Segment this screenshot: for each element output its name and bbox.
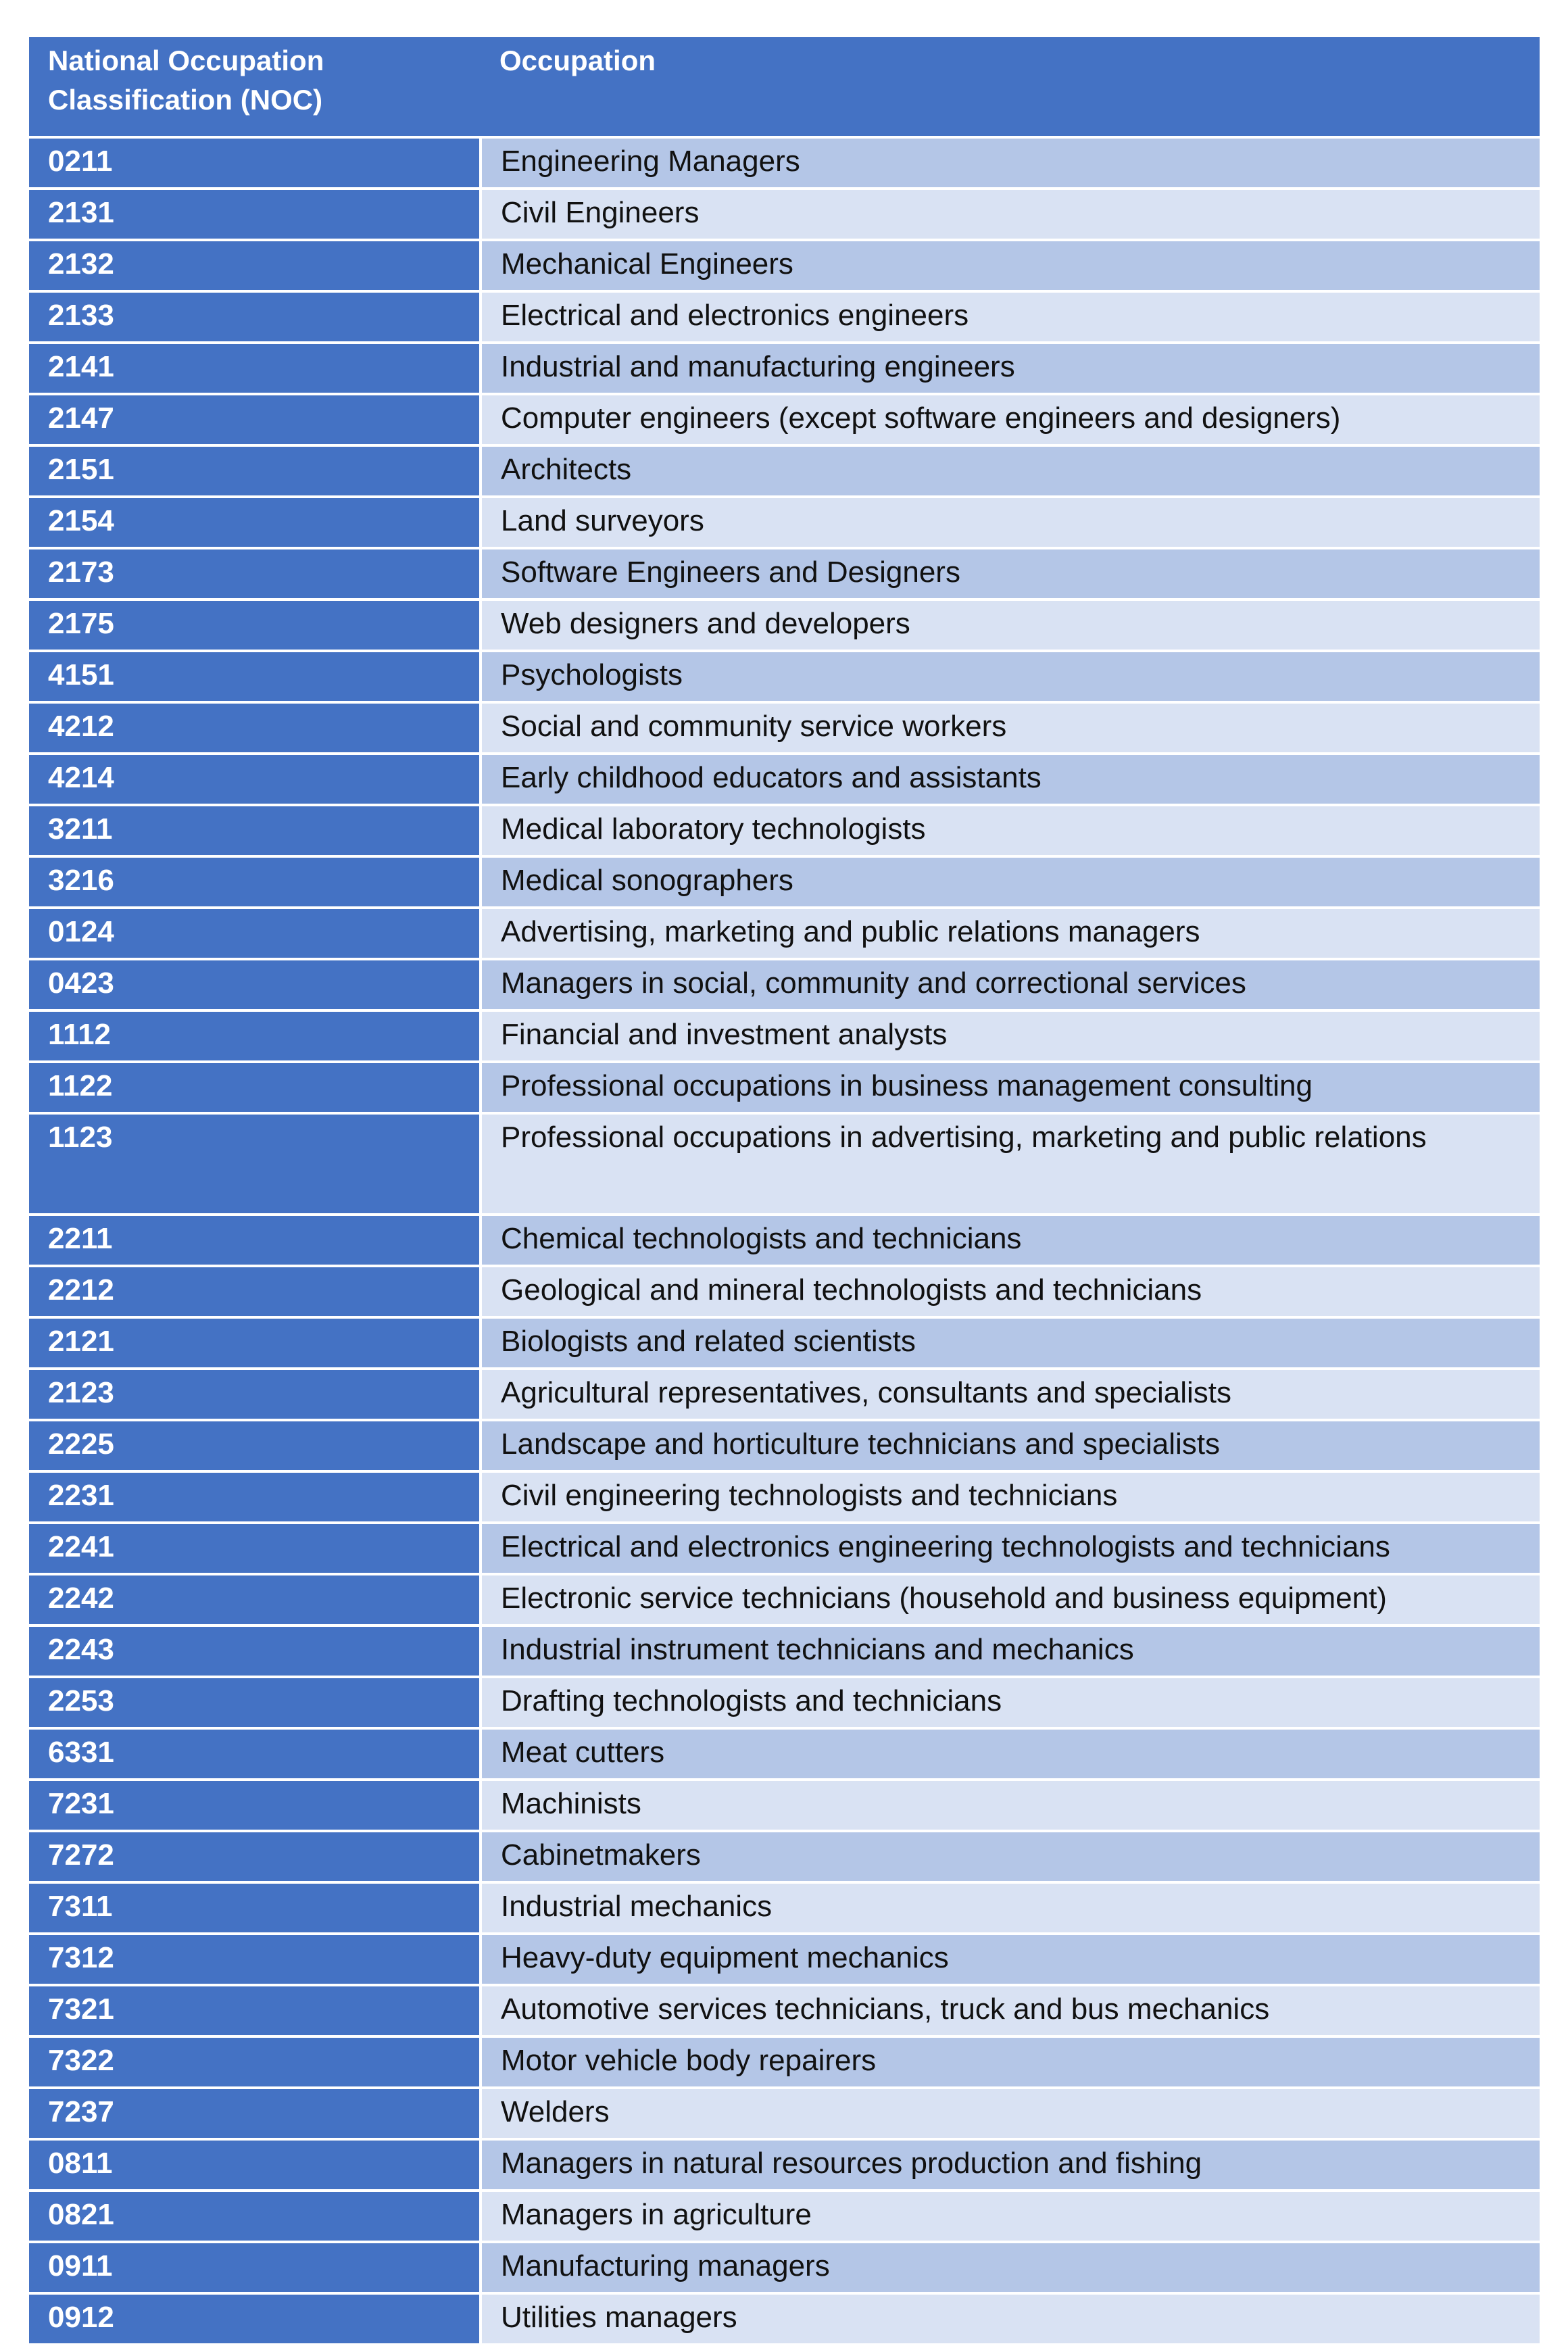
noc-code-cell: 1112: [29, 1010, 481, 1062]
table-row: [29, 651, 1540, 702]
occupation-cell: Psychologists: [481, 651, 1540, 702]
noc-code-cell: 6331: [29, 1728, 481, 1780]
table-row: [29, 1062, 1540, 1113]
occupation-cell: Software Engineers and Designers: [481, 548, 1540, 600]
occupation-cell: Professional occupations in business management consulting: [481, 1062, 1540, 1113]
occupation-cell: Industrial instrument technicians and mechanics: [481, 1626, 1540, 1677]
occupation-cell: Managers in social, community and correctional services: [481, 959, 1540, 1010]
noc-code-cell: 2141: [29, 343, 481, 394]
table-row: [29, 1215, 1540, 1266]
occupation-cell: Electrical and electronics engineering technologists and technicians: [481, 1523, 1540, 1574]
noc-code-cell: 0911: [29, 2242, 481, 2293]
noc-code-cell: 0811: [29, 2139, 481, 2191]
table-row: [29, 2242, 1540, 2293]
table-row: [29, 497, 1540, 548]
noc-code-cell: 2212: [29, 1266, 481, 1317]
noc-code-cell: 0211: [29, 137, 481, 189]
noc-table-container: [29, 37, 1540, 2346]
noc-code-cell: 1123: [29, 1113, 481, 1215]
table-row: [29, 1985, 1540, 2036]
header-occupation: Occupation: [481, 37, 1540, 137]
noc-code-cell: 2133: [29, 291, 481, 343]
occupation-cell: Engineering Managers: [481, 137, 1540, 189]
table-row: [29, 1831, 1540, 1882]
noc-code-cell: 7272: [29, 1831, 481, 1882]
table-row: [29, 1471, 1540, 1523]
occupation-cell: Professional occupations in advertising, marketing and public relations: [481, 1113, 1540, 1215]
table-row: [29, 1882, 1540, 1934]
noc-code-cell: 7322: [29, 2036, 481, 2088]
occupation-cell: Welders: [481, 2088, 1540, 2139]
table-row: [29, 2191, 1540, 2242]
noc-code-cell: 1122: [29, 1062, 481, 1113]
occupation-cell: Geological and mineral technologists and technicians: [481, 1266, 1540, 1317]
table-row: [29, 1420, 1540, 1471]
occupation-cell: Biologists and related scientists: [481, 1317, 1540, 1369]
noc-code-cell: 2211: [29, 1215, 481, 1266]
table-body: [29, 137, 1540, 2345]
occupation-cell: Utilities managers: [481, 2293, 1540, 2345]
table-row: [29, 1934, 1540, 1985]
table-row: [29, 137, 1540, 189]
occupation-cell: Architects: [481, 445, 1540, 497]
occupation-cell: Cabinetmakers: [481, 1831, 1540, 1882]
table-row: [29, 394, 1540, 445]
noc-code-cell: 7237: [29, 2088, 481, 2139]
occupation-cell: Electronic service technicians (household and business equipment): [481, 1574, 1540, 1626]
table-row: [29, 1369, 1540, 1420]
table-row: [29, 2036, 1540, 2088]
occupation-cell: Financial and investment analysts: [481, 1010, 1540, 1062]
noc-code-cell: 2241: [29, 1523, 481, 1574]
noc-code-cell: 2253: [29, 1677, 481, 1728]
table-row: [29, 2088, 1540, 2139]
table-row: [29, 1574, 1540, 1626]
noc-code-cell: 2131: [29, 189, 481, 240]
table-row: [29, 240, 1540, 291]
occupation-cell: Electrical and electronics engineers: [481, 291, 1540, 343]
occupation-cell: Web designers and developers: [481, 600, 1540, 651]
occupation-cell: Industrial and manufacturing engineers: [481, 343, 1540, 394]
noc-code-cell: 7312: [29, 1934, 481, 1985]
header-noc: National Occupation Classification (NOC): [29, 37, 481, 137]
occupation-cell: Manufacturing managers: [481, 2242, 1540, 2293]
table-row: [29, 702, 1540, 754]
table-row: [29, 291, 1540, 343]
occupation-cell: Land surveyors: [481, 497, 1540, 548]
noc-code-cell: 7231: [29, 1780, 481, 1831]
noc-occupation-table: [29, 37, 1540, 2346]
occupation-cell: Medical laboratory technologists: [481, 805, 1540, 856]
noc-code-cell: 2154: [29, 497, 481, 548]
table-row: [29, 1010, 1540, 1062]
table-row: [29, 1317, 1540, 1369]
noc-code-cell: 2243: [29, 1626, 481, 1677]
occupation-cell: Industrial mechanics: [481, 1882, 1540, 1934]
table-row: [29, 805, 1540, 856]
table-row: [29, 754, 1540, 805]
noc-code-cell: 4212: [29, 702, 481, 754]
table-row: [29, 1113, 1540, 1215]
table-row: [29, 2293, 1540, 2345]
noc-code-cell: 4151: [29, 651, 481, 702]
table-row: [29, 1677, 1540, 1728]
occupation-cell: Agricultural representatives, consultants and specialists: [481, 1369, 1540, 1420]
noc-code-cell: 0423: [29, 959, 481, 1010]
table-header: [29, 37, 1540, 137]
table-row: [29, 189, 1540, 240]
noc-code-cell: 2231: [29, 1471, 481, 1523]
occupation-cell: Drafting technologists and technicians: [481, 1677, 1540, 1728]
occupation-cell: Meat cutters: [481, 1728, 1540, 1780]
occupation-cell: Managers in agriculture: [481, 2191, 1540, 2242]
occupation-cell: Chemical technologists and technicians: [481, 1215, 1540, 1266]
noc-code-cell: 0124: [29, 908, 481, 959]
table-row: [29, 1626, 1540, 1677]
table-row: [29, 1780, 1540, 1831]
table-row: [29, 343, 1540, 394]
table-row: [29, 908, 1540, 959]
occupation-cell: Civil engineering technologists and technicians: [481, 1471, 1540, 1523]
table-row: [29, 548, 1540, 600]
table-row: [29, 959, 1540, 1010]
table-row: [29, 600, 1540, 651]
occupation-cell: Managers in natural resources production and fishing: [481, 2139, 1540, 2191]
table-row: [29, 2139, 1540, 2191]
noc-code-cell: 2151: [29, 445, 481, 497]
noc-code-cell: 2121: [29, 1317, 481, 1369]
noc-code-cell: 7311: [29, 1882, 481, 1934]
occupation-cell: Social and community service workers: [481, 702, 1540, 754]
occupation-cell: Computer engineers (except software engineers and designers): [481, 394, 1540, 445]
occupation-cell: Medical sonographers: [481, 856, 1540, 908]
occupation-cell: Civil Engineers: [481, 189, 1540, 240]
noc-code-cell: 0912: [29, 2293, 481, 2345]
occupation-cell: Advertising, marketing and public relations managers: [481, 908, 1540, 959]
occupation-cell: Mechanical Engineers: [481, 240, 1540, 291]
noc-code-cell: 3216: [29, 856, 481, 908]
table-row: [29, 1523, 1540, 1574]
noc-code-cell: 3211: [29, 805, 481, 856]
noc-code-cell: 2132: [29, 240, 481, 291]
table-row: [29, 1728, 1540, 1780]
occupation-cell: Automotive services technicians, truck and bus mechanics: [481, 1985, 1540, 2036]
table-row: [29, 856, 1540, 908]
noc-code-cell: 2147: [29, 394, 481, 445]
occupation-cell: Heavy-duty equipment mechanics: [481, 1934, 1540, 1985]
noc-code-cell: 7321: [29, 1985, 481, 2036]
header-row: [29, 37, 1540, 137]
noc-code-cell: 4214: [29, 754, 481, 805]
occupation-cell: Motor vehicle body repairers: [481, 2036, 1540, 2088]
noc-code-cell: 2175: [29, 600, 481, 651]
occupation-cell: Landscape and horticulture technicians and specialists: [481, 1420, 1540, 1471]
noc-code-cell: 2123: [29, 1369, 481, 1420]
noc-code-cell: 2173: [29, 548, 481, 600]
noc-code-cell: 2242: [29, 1574, 481, 1626]
occupation-cell: Machinists: [481, 1780, 1540, 1831]
noc-code-cell: 2225: [29, 1420, 481, 1471]
occupation-cell: Early childhood educators and assistants: [481, 754, 1540, 805]
table-row: [29, 1266, 1540, 1317]
noc-code-cell: 0821: [29, 2191, 481, 2242]
table-row: [29, 445, 1540, 497]
